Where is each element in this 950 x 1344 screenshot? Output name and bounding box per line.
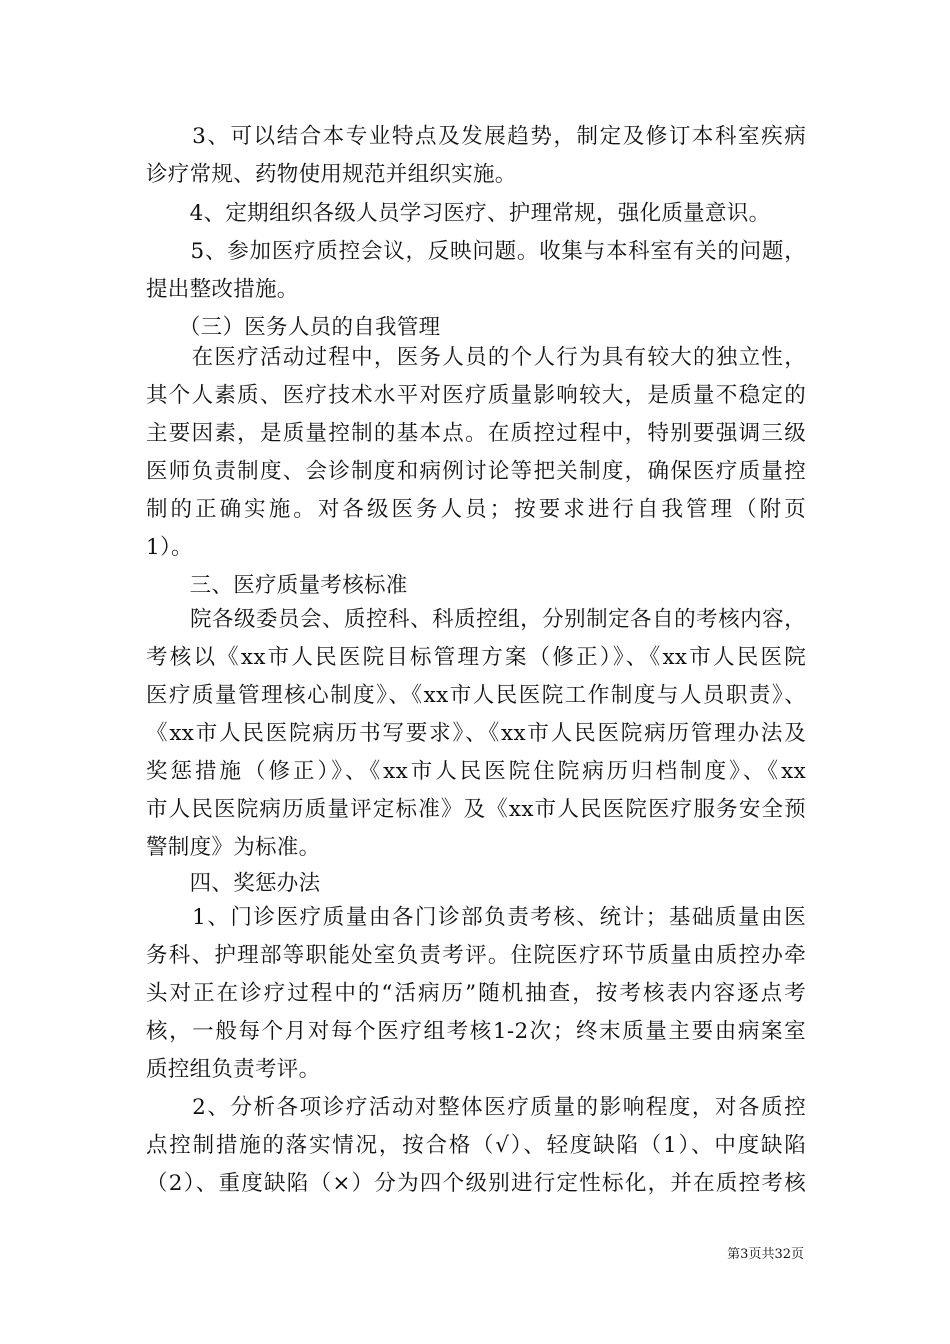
text-line: 质控组负责考评。 [146, 1057, 321, 1082]
text-line: 医师负责制度、会诊制度和病例讨论等把关制度，确保医疗质量控 [146, 459, 806, 484]
text-line: 头对正在诊疗过程中的“活病历”随机抽查，按考核表内容逐点考 [146, 981, 806, 1006]
text-line: 4、定期组织各级人员学习医疗、护理常规，强化质量意识。 [146, 201, 771, 226]
text-line: （2）、重度缺陷（×）分为四个级别进行定性标化，并在质控考核 [146, 1171, 806, 1196]
text-line: 主要因素，是质量控制的基本点。在质控过程中，特别要强调三级 [146, 421, 806, 446]
text-line: 1、门诊医疗质量由各门诊部负责考核、统计；基础质量由医 [146, 905, 806, 930]
text-line: 在医疗活动过程中，医务人员的个人行为具有较大的独立性， [146, 345, 806, 370]
text-line: 1）。 [146, 535, 193, 560]
text-line: 核，一般每个月对每个医疗组考核1-2次；终末质量主要由病案室 [146, 1019, 806, 1044]
text-line: 诊疗常规、药物使用规范并组织实施。 [146, 162, 517, 187]
section-heading: 四、奖惩办法 [146, 871, 321, 896]
text-line: 5、参加医疗质控会议，反映问题。收集与本科室有关的问题， [146, 239, 806, 264]
text-line: 奖惩措施（修正）》、《xx市人民医院住院病历归档制度》、《xx [146, 759, 806, 784]
text-line: 制的正确实施。对各级医务人员；按要求进行自我管理（附页 [146, 497, 806, 522]
text-line: 3、可以结合本专业特点及发展趋势，制定及修订本科室疾病 [146, 124, 806, 149]
text-line: 警制度》为标准。 [146, 835, 321, 860]
section-heading: （三）医务人员的自我管理 [146, 315, 441, 340]
text-line: 医疗质量管理核心制度》、《xx市人民医院工作制度与人员职责》、 [146, 683, 806, 708]
text-line: 提出整改措施。 [146, 277, 299, 302]
text-line: 市人民医院病历质量评定标准》及《xx市人民医院医疗服务安全预 [146, 797, 806, 822]
text-line: 院各级委员会、质控科、科质控组，分别制定各自的考核内容， [146, 607, 806, 632]
text-line: 其个人素质、医疗技术水平对医疗质量影响较大，是质量不稳定的 [146, 383, 806, 408]
page-number: 第3页共32页 [727, 1247, 804, 1262]
text-line: 务科、护理部等职能处室负责考评。住院医疗环节质量由质控办牵 [146, 943, 806, 968]
text-line: 《xx市人民医院病历书写要求》、《xx市人民医院病历管理办法及 [146, 721, 806, 746]
text-line: 点控制措施的落实情况，按合格（√）、轻度缺陷（1）、中度缺陷 [146, 1133, 806, 1158]
section-heading: 三、医疗质量考核标准 [146, 573, 408, 598]
text-line: 2、分析各项诊疗活动对整体医疗质量的影响程度，对各质控 [146, 1095, 806, 1120]
text-line: 考核以《xx市人民医院目标管理方案（修正）》、《xx市人民医院 [146, 645, 806, 670]
